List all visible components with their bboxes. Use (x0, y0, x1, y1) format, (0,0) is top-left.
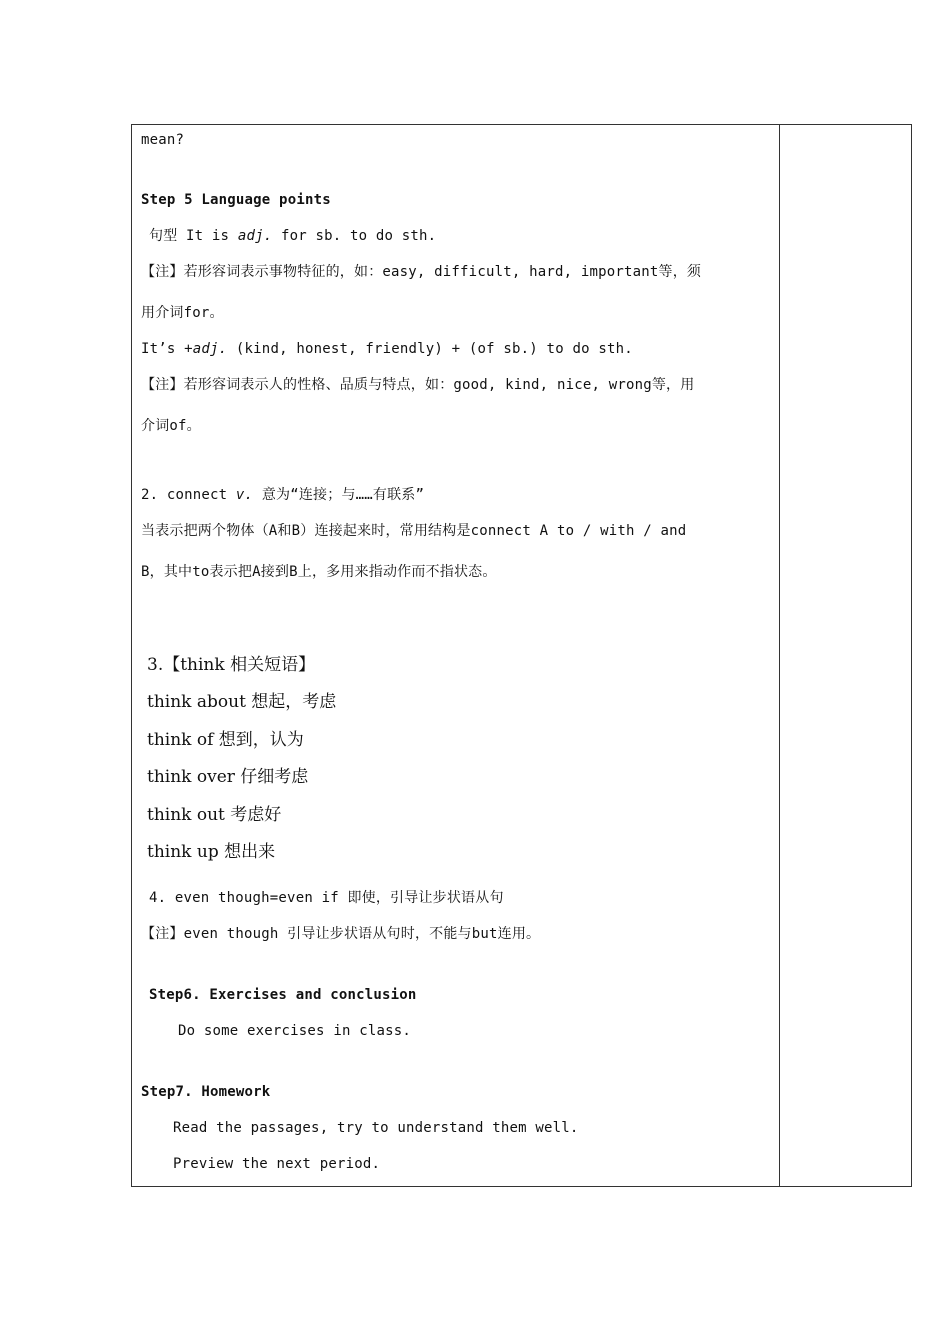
connect-desc-2: B，其中to表示把A接到B上，多用来指动作而不指状态。 (141, 564, 497, 580)
pattern2-post: (kind, honest, friendly) + (of sb.) to do sth. (227, 341, 633, 357)
homework-1: Read the passages, try to understand them well. (173, 1120, 579, 1136)
step7-heading: Step7. Homework (141, 1084, 271, 1100)
pattern1-post: for sb. to do sth. (272, 228, 437, 244)
think-phrase-3: think over 仔细考虑 (147, 767, 309, 787)
think-phrase-1: think about 想起，考虑 (147, 692, 337, 712)
connect-v: v. (235, 487, 254, 503)
think-phrase-5: think up 想出来 (147, 842, 276, 862)
step6-text: Do some exercises in class. (178, 1023, 411, 1039)
even-line: 4. even though=even if 即使，引导让步状语从句 (149, 890, 504, 906)
pattern2-adj: adj. (192, 341, 228, 357)
step5-heading: Step 5 Language points (141, 192, 331, 208)
even-note: 【注】even though 引导让步状语从句时，不能与but连用。 (141, 926, 541, 942)
note-2a: 【注】若形容词表示人的性格、品质与特点，如：good, kind, nice, wrong等，用 (141, 377, 695, 393)
think-phrase-4: think out 考虑好 (147, 805, 282, 825)
step6-heading: Step6. Exercises and conclusion (149, 987, 417, 1003)
column-divider (779, 125, 780, 1186)
pattern1-adj: adj. (237, 228, 273, 244)
lesson-table (131, 124, 912, 1187)
text-line: mean? (141, 132, 185, 148)
pattern1-pre: 句型 It is (149, 228, 238, 244)
think-phrase-2: think of 想到，认为 (147, 730, 304, 750)
pattern2-pre: It’s + (141, 341, 193, 357)
think-heading: 3.【think 相关短语】 (147, 655, 316, 675)
homework-2: Preview the next period. (173, 1156, 381, 1172)
pattern-line-2 (141, 340, 633, 358)
pattern-line-1 (149, 227, 436, 245)
connect-pre: 2. connect (141, 487, 236, 503)
note-1b: 用介词for。 (141, 305, 224, 321)
connect-post: 意为“连接；与……有联系” (253, 487, 425, 503)
note-2b: 介词of。 (141, 418, 201, 434)
connect-desc-1: 当表示把两个物体（A和B）连接起来时，常用结构是connect A to / with / and (141, 523, 687, 539)
connect-line (141, 486, 424, 504)
note-1a: 【注】若形容词表示事物特征的，如：easy, difficult, hard, important等，须 (141, 264, 702, 280)
